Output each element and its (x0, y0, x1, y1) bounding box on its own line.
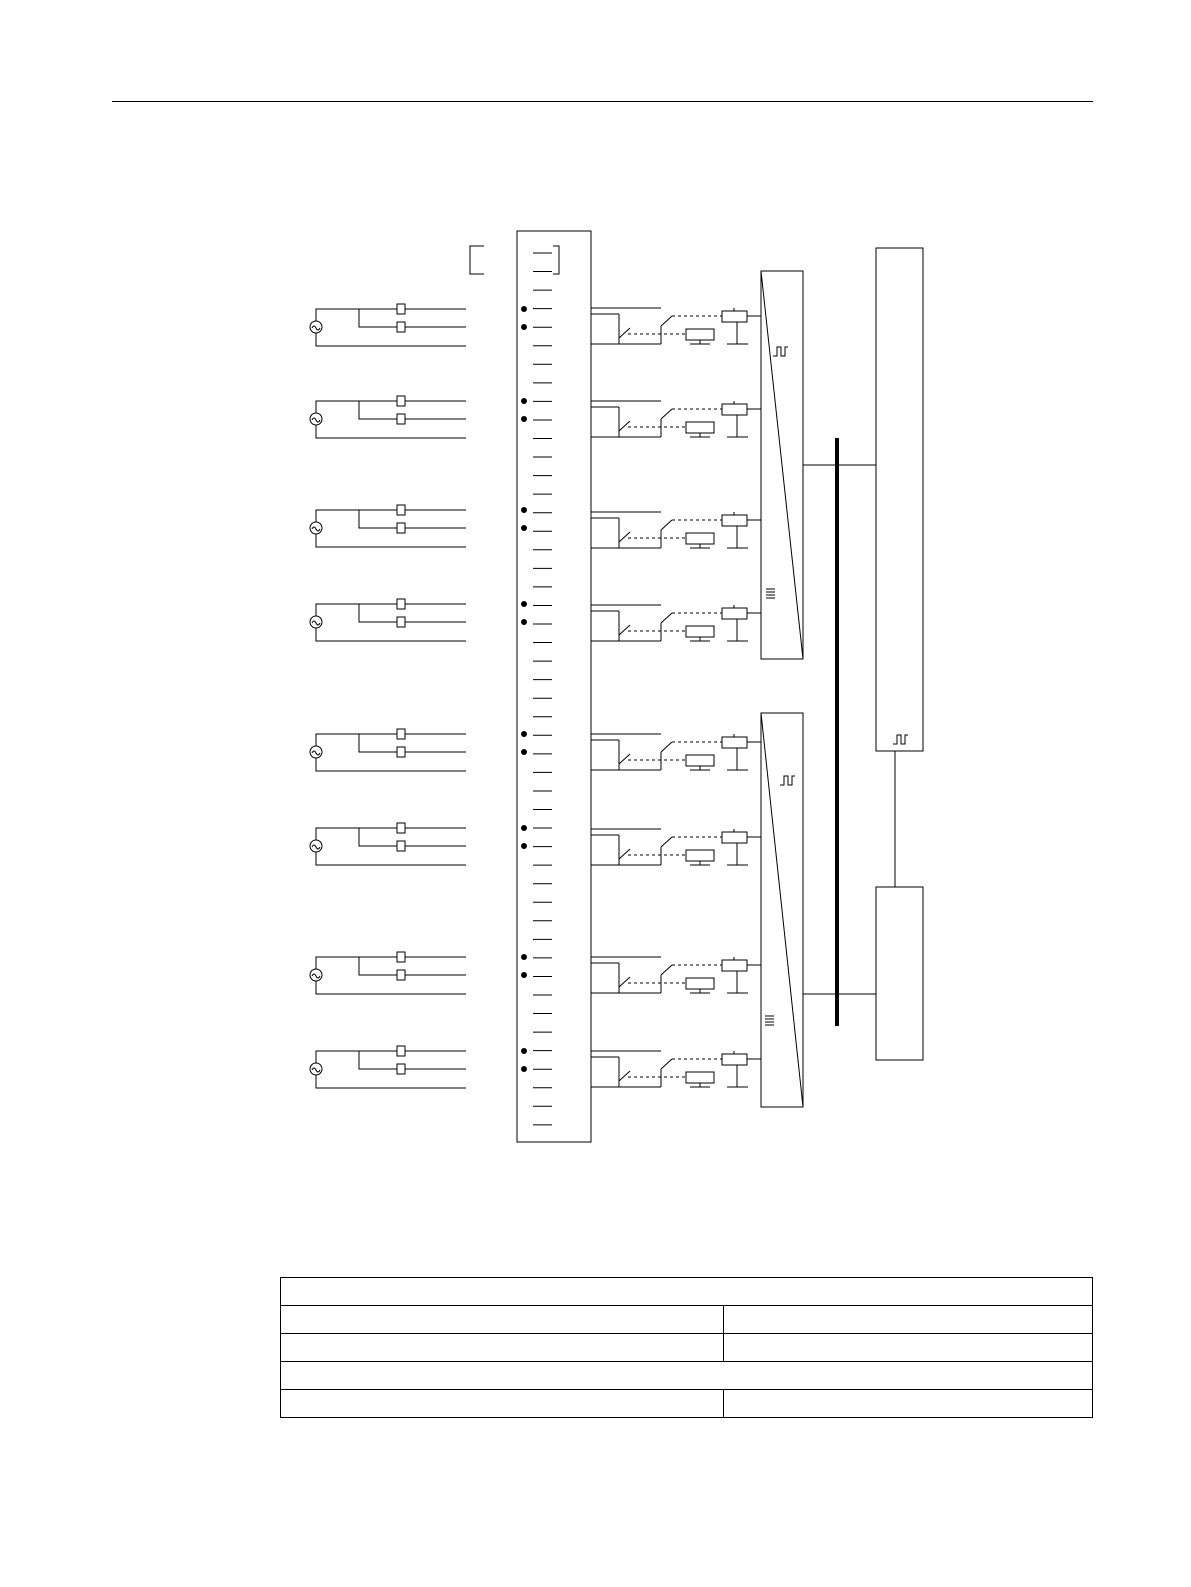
pulse-wave-icon (773, 347, 788, 356)
io-module-lower (761, 713, 803, 1107)
relay-coil-icon (686, 422, 714, 433)
switch-contact-upper (661, 316, 672, 326)
terminal-dot (521, 972, 527, 978)
terminal-dot (521, 416, 527, 422)
sensor-branch-wire (359, 604, 466, 622)
switch-contact-lower (619, 625, 630, 635)
table-cell (281, 1306, 724, 1334)
terminal-dot (521, 525, 527, 531)
sensor-circuit (310, 729, 527, 771)
terminal-dot (521, 1048, 527, 1054)
fuse-lower (397, 617, 405, 627)
digital-lines-icon (765, 1016, 774, 1025)
terminal-dot (521, 954, 527, 960)
table-cell (281, 1334, 724, 1362)
sensor-branch-wire (359, 401, 466, 419)
sensor-circuit (310, 396, 527, 438)
relay-channel (591, 957, 761, 993)
sensor-circuit (310, 599, 527, 641)
switch-contact-lower (619, 328, 630, 338)
table-cell (724, 1306, 1093, 1334)
pulse-wave-icon (893, 735, 908, 744)
sensor-circuits (310, 304, 527, 1088)
terminal-dot (521, 507, 527, 513)
relay-channel (591, 734, 761, 770)
relay-channel (591, 605, 761, 641)
relay-coil-icon (722, 608, 747, 619)
io-module-upper (761, 271, 803, 659)
fuse-upper (397, 1046, 405, 1056)
sensor-circuit (310, 304, 527, 346)
terminal-dot (521, 825, 527, 831)
table-row (281, 1306, 1093, 1334)
relay-coil-icon (722, 737, 747, 748)
switch-contact-upper (661, 837, 672, 847)
relay-coil-icon (722, 960, 747, 971)
relay-coil-icon (686, 533, 714, 544)
terminal-dot (521, 749, 527, 755)
fuse-lower (397, 970, 405, 980)
table-cell (281, 1390, 724, 1418)
relay-coil-icon (686, 978, 714, 989)
sensor-branch-wire (359, 1051, 466, 1069)
sensor-branch-wire (359, 309, 466, 327)
switch-contact-lower (619, 532, 630, 542)
controller-module (876, 248, 923, 751)
fuse-upper (397, 729, 405, 739)
relay-coil-icon (722, 1054, 747, 1065)
pulse-wave-icon (780, 776, 795, 785)
switch-contact-lower (619, 977, 630, 987)
sensor-circuit (310, 952, 527, 994)
sensor-circuit (310, 823, 527, 865)
relay-coil-icon (686, 1072, 714, 1083)
fuse-lower (397, 1064, 405, 1074)
terminal-dot (521, 843, 527, 849)
relay-channel (591, 512, 761, 548)
fuse-upper (397, 823, 405, 833)
relay-coil-icon (686, 755, 714, 766)
relay-coil-icon (722, 311, 747, 322)
adapter-module (876, 887, 923, 1060)
sensor-branch-wire (359, 734, 466, 752)
fuse-lower (397, 322, 405, 332)
relay-coil-icon (722, 515, 747, 526)
switch-contact-lower (619, 754, 630, 764)
terminal-dot (521, 619, 527, 625)
table-row (281, 1334, 1093, 1362)
fuse-lower (397, 414, 405, 424)
switch-contact-lower (619, 421, 630, 431)
sensor-branch-wire (359, 957, 466, 975)
fuse-upper (397, 505, 405, 515)
relay-coil-icon (722, 832, 747, 843)
relay-channel (591, 1051, 761, 1087)
terminal-dot (521, 1066, 527, 1072)
switch-contact-upper (661, 742, 672, 752)
terminal-dot (521, 601, 527, 607)
switch-contact-lower (619, 849, 630, 859)
terminal-dot (521, 306, 527, 312)
switch-contact-upper (661, 520, 672, 530)
table-row (281, 1362, 1093, 1390)
relay-coil-icon (722, 404, 747, 415)
fuse-upper (397, 952, 405, 962)
table-cell (281, 1278, 1093, 1306)
table-cell (281, 1362, 1093, 1390)
fuse-lower (397, 523, 405, 533)
fuse-lower (397, 747, 405, 757)
table-cell (724, 1390, 1093, 1418)
switch-contact-upper (661, 613, 672, 623)
digital-lines-icon (766, 589, 775, 598)
switch-contact-lower (619, 1071, 630, 1081)
switch-contact-upper (661, 965, 672, 975)
fuse-lower (397, 841, 405, 851)
table-row (281, 1390, 1093, 1418)
relay-coil-icon (686, 850, 714, 861)
relay-channel (591, 401, 761, 437)
terminal-strip (517, 231, 591, 1142)
relay-channel (591, 829, 761, 865)
terminal-dot (521, 398, 527, 404)
switch-contact-upper (661, 409, 672, 419)
sensor-branch-wire (359, 510, 466, 528)
relay-coil-icon (686, 626, 714, 637)
fuse-upper (397, 304, 405, 314)
sensor-circuit (310, 505, 527, 547)
table-cell (724, 1334, 1093, 1362)
bracket-left (470, 246, 484, 274)
switch-contact-upper (661, 1059, 672, 1069)
fuse-upper (397, 396, 405, 406)
table-row (281, 1278, 1093, 1306)
legend-table (280, 1277, 1093, 1418)
sensor-circuit (310, 1046, 527, 1088)
terminal-dot (521, 324, 527, 330)
sensor-branch-wire (359, 828, 466, 846)
bracket-right (553, 246, 559, 274)
relay-channel (591, 308, 761, 344)
terminal-dot (521, 731, 527, 737)
terminal-pins (533, 253, 552, 1125)
fuse-upper (397, 599, 405, 609)
relay-channels (591, 308, 761, 1087)
relay-coil-icon (686, 329, 714, 340)
